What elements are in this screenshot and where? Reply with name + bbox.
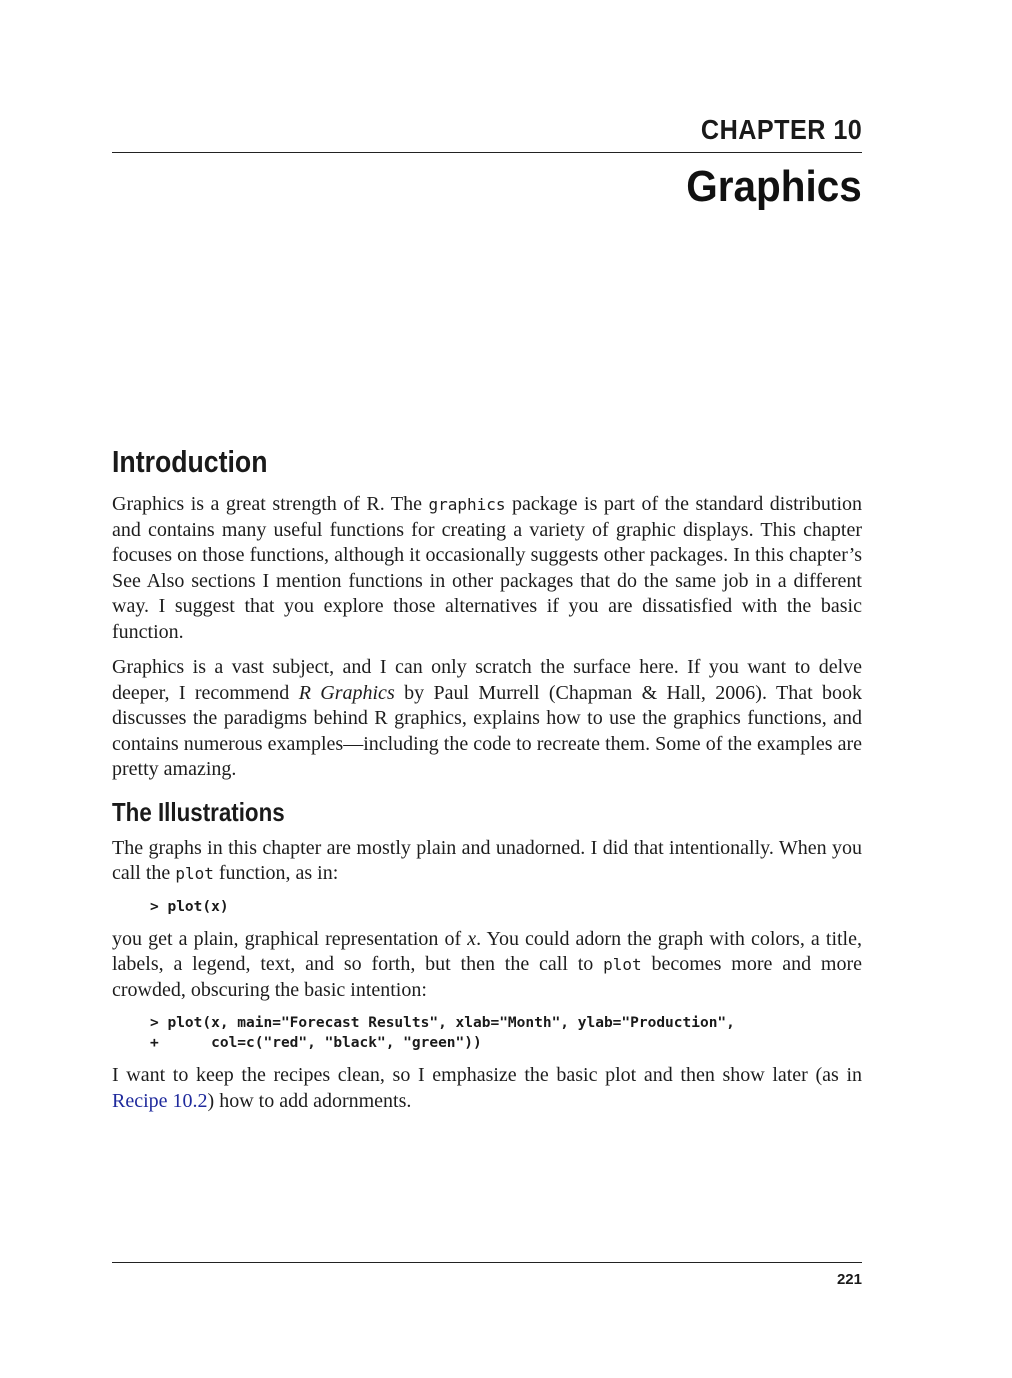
text-run: you get a plain, graphical representation of <box>112 927 468 950</box>
text-run: function, as in: <box>213 862 339 884</box>
chapter-title: Graphics <box>686 162 862 211</box>
illustrations-paragraph-1 <box>112 836 862 887</box>
intro-paragraph-2 <box>112 655 862 783</box>
text-run: by Paul Murrell (Chapman & Hall, 2006). That book discusses the paradigms behind R graphics, explains how to use the graphics functions, and contains numerous examples—including the code to recreate them. Some of the examples are pretty amazing. <box>112 681 862 780</box>
book-title-r-graphics: R Graphics <box>298 681 395 704</box>
section-heading-illustrations: The Illustrations <box>112 796 285 827</box>
chapter-label: CHAPTER 10 <box>700 114 862 145</box>
footer-rule <box>112 1262 862 1263</box>
recipe-10-2-link[interactable]: Recipe 10.2 <box>112 1089 208 1112</box>
code-block-plot-x: > plot(x) <box>150 898 229 915</box>
text-run: . You could adorn the graph with colors, a title, labels, a legend, text, and so forth, but then the call to <box>112 927 862 975</box>
intro-paragraph-1 <box>112 492 862 645</box>
inline-code-plot: plot <box>175 864 214 883</box>
text-run: ) how to add adornments. <box>207 1089 412 1112</box>
text-run: becomes more and more crowded, obscuring the basic intention: <box>112 953 862 1001</box>
section-heading-introduction: Introduction <box>112 444 268 479</box>
text-run: package is part of the standard distribution and contains many useful functions for creating a variety of graphic displays. This chapter focuses on those functions, although it occasionally suggests other packages. In this chapter’s See Also sections I mention functions in other packages that do the same job in a different way. I suggest that you explore those alternatives if you are dissatisfied with the basic function. <box>112 493 862 643</box>
chapter-content <box>112 444 862 1124</box>
inline-code-graphics: graphics <box>428 495 506 514</box>
illustrations-paragraph-2 <box>112 927 862 1004</box>
text-run: Graphics is a vast subject, and I can only scratch the surface here. If you want to delve deeper, I recommend <box>112 656 862 704</box>
text-run: Graphics is a great strength of R. The <box>112 493 429 515</box>
text-run: I want to keep the recipes clean, so I emphasize the basic plot and then show later (as in <box>112 1064 862 1086</box>
chapter-header-rule <box>112 152 862 153</box>
page-number: 221 <box>836 1271 862 1288</box>
code-block-plot-adorned: > plot(x, main="Forecast Results", xlab="Month", ylab="Production", + col=c("red", "black", "green")) <box>150 1015 735 1051</box>
variable-x: x <box>467 927 477 950</box>
inline-code-plot: plot <box>603 955 642 974</box>
text-run: The graphs in this chapter are mostly plain and unadorned. I did that intentionally. When you call the <box>112 836 862 884</box>
illustrations-paragraph-3 <box>112 1063 862 1114</box>
